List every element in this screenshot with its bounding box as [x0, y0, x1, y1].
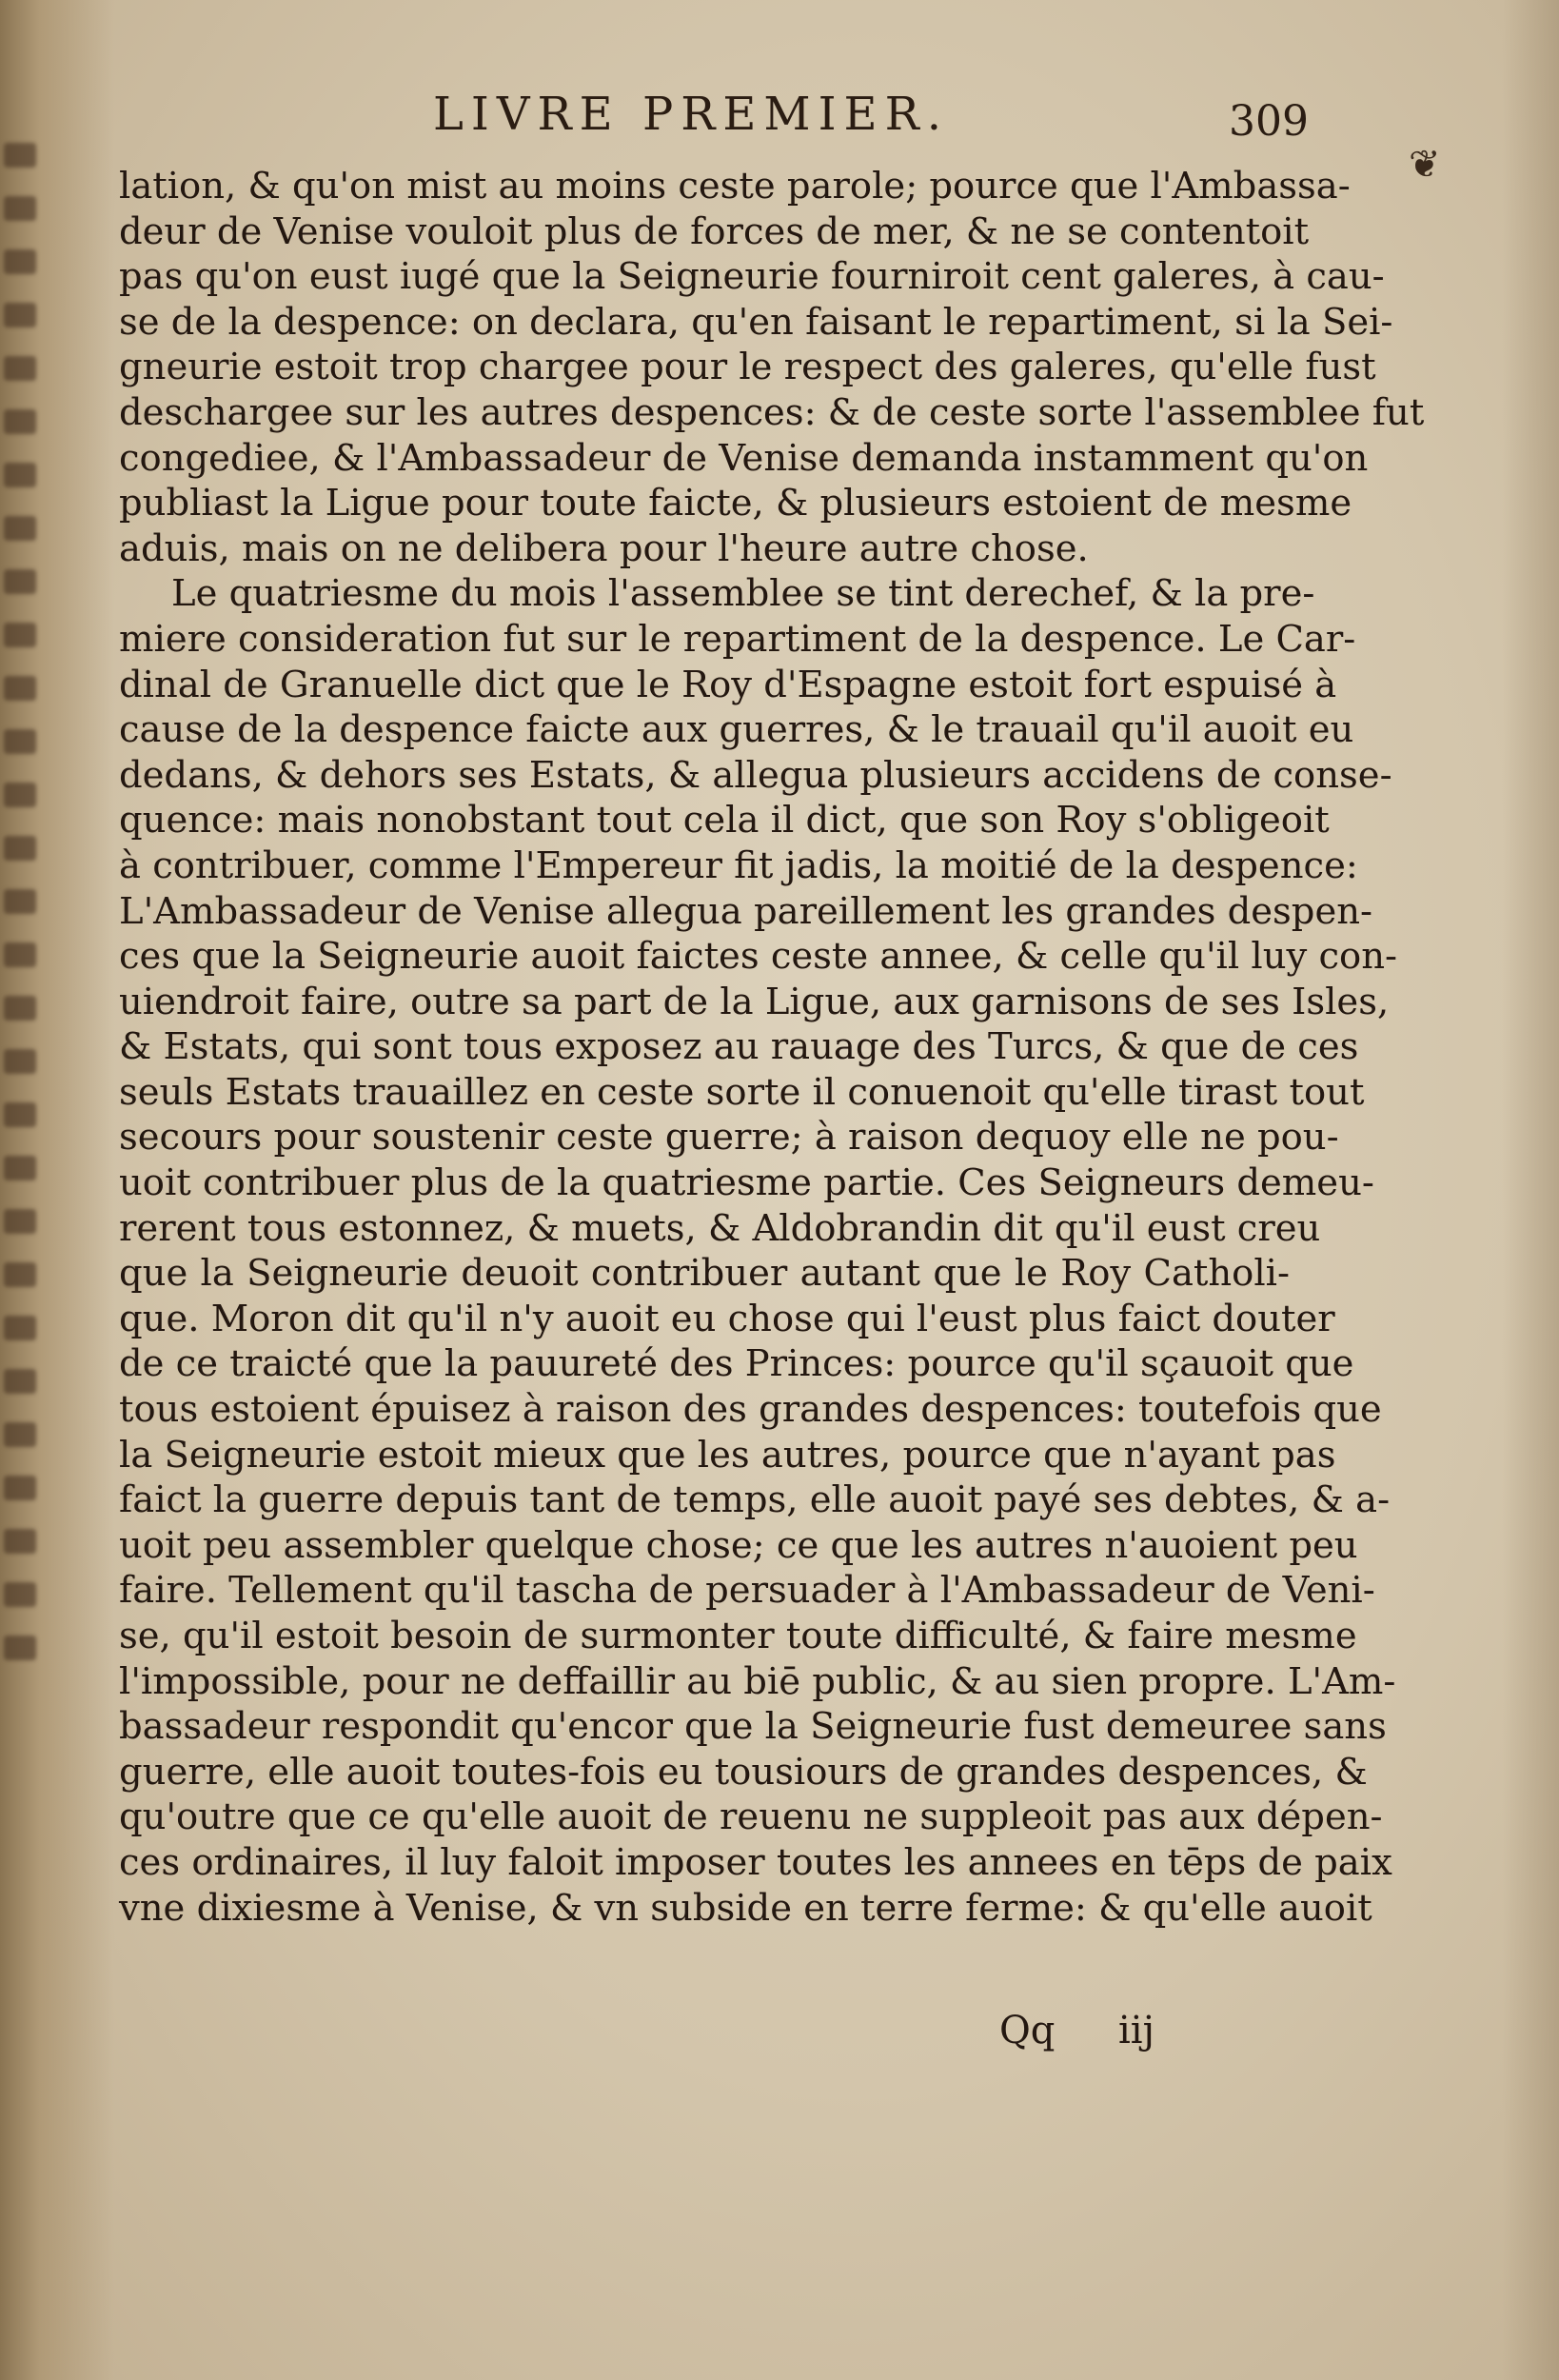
text-line: uiendroit faire, outre sa part de la Ligue, aux garnisons de ses Isles, — [119, 980, 1390, 1023]
printer-ornament-icon: ❦ — [1409, 143, 1441, 187]
text-line: tous estoient épuisez à raison des grandes despences: toutefois que — [119, 1388, 1382, 1432]
bleed-mark — [4, 409, 36, 434]
bleed-mark — [4, 729, 36, 754]
signature-mark: Qq — [999, 2009, 1056, 2053]
text-line: cause de la despence faicte aux guerres, & le trauail qu'il auoit eu — [119, 708, 1354, 752]
bleed-mark — [4, 143, 36, 168]
text-line: uoit peu assembler quelque chose; ce que les autres n'auoient peu — [119, 1523, 1358, 1567]
bleed-mark — [4, 516, 36, 541]
text-line: à contribuer, comme l'Empereur fit jadis, la moitié de la despence: — [119, 843, 1358, 887]
body-text — [119, 164, 1425, 1931]
text-line: L'Ambassadeur de Venise allegua pareillement les grandes despen- — [119, 889, 1373, 933]
text-line: publiast la Ligue pour toute faicte, & plusieurs estoient de mesme — [119, 482, 1352, 526]
bleed-mark — [4, 623, 36, 647]
bleed-mark — [4, 1476, 36, 1500]
text-line: aduis, mais on ne delibera pour l'heure autre chose. — [119, 526, 1089, 570]
text-line: se de la despence: on declara, qu'en faisant le repartiment, si la Sei- — [119, 300, 1393, 344]
bleed-mark — [4, 303, 36, 327]
bleed-mark — [4, 676, 36, 701]
text-line: guerre, elle auoit toutes-fois eu tousiours de grandes despences, & — [119, 1750, 1368, 1794]
bleed-mark — [4, 1529, 36, 1554]
bleed-mark — [4, 783, 36, 807]
bleed-mark — [4, 1369, 36, 1394]
text-line: deschargee sur les autres despences: & de ceste sorte l'assemblee fut — [119, 390, 1425, 434]
text-line: & Estats, qui sont tous exposez au rauage des Turcs, & que de ces — [119, 1025, 1359, 1069]
text-line: secours pour soustenir ceste guerre; à raison dequoy elle ne pou- — [119, 1116, 1339, 1160]
text-line: se, qu'il estoit besoin de surmonter toute difficulté, & faire mesme — [119, 1615, 1357, 1657]
bleed-mark — [4, 942, 36, 967]
gathering-number: iij — [1118, 2009, 1154, 2053]
text-line: vne dixiesme à Venise, & vn subside en terre ferme: & qu'elle auoit — [119, 1886, 1372, 1930]
text-line: uoit contribuer plus de la quatriesme partie. Ces Seigneurs demeu- — [119, 1161, 1374, 1205]
bleed-mark — [4, 1156, 36, 1180]
bleed-mark — [4, 1422, 36, 1447]
text-line: seuls Estats trauaillez en ceste sorte il conuenoit qu'elle tirast tout — [119, 1070, 1365, 1114]
text-line: ces ordinaires, il luy faloit imposer toutes les annees en tēps de paix — [119, 1840, 1392, 1884]
page-header — [119, 88, 1309, 164]
text-line: miere consideration fut sur le repartiment de la despence. Le Car- — [119, 617, 1356, 661]
bleed-mark — [4, 996, 36, 1021]
page-number: 309 — [1229, 97, 1309, 146]
text-line: faict la guerre depuis tant de temps, elle auoit payé ses debtes, & a- — [119, 1478, 1391, 1522]
bleed-mark — [4, 1316, 36, 1340]
page-footer — [999, 2009, 1190, 2075]
text-line: congediee, & l'Ambassadeur de Venise demanda instamment qu'on — [119, 436, 1369, 480]
text-line: lation, & qu'on mist au moins ceste parole; pource que l'Ambassa- — [119, 165, 1351, 208]
bleed-mark — [4, 356, 36, 381]
bleed-mark — [4, 1049, 36, 1074]
paragraph-start-line: Le quatriesme du mois l'assemblee se tint derechef, & la pre- — [171, 572, 1315, 616]
bleed-mark — [4, 569, 36, 594]
text-line: que. Moron dit qu'il n'y auoit eu chose qui l'eust plus faict douter — [119, 1297, 1335, 1340]
bleed-mark — [4, 889, 36, 914]
text-line: de ce traicté que la pauureté des Princes: pource qu'il sçauoit que — [119, 1342, 1354, 1386]
text-line: rerent tous estonnez, & muets, & Aldobrandin dit qu'il eust creu — [119, 1206, 1321, 1250]
text-line: faire. Tellement qu'il tascha de persuader à l'Ambassadeur de Veni- — [119, 1569, 1375, 1613]
text-line: deur de Venise vouloit plus de forces de mer, & ne se contentoit — [119, 209, 1310, 253]
text-line: ces que la Seigneurie auoit faictes ceste annee, & celle qu'il luy con- — [119, 935, 1398, 979]
text-line: qu'outre que ce qu'elle auoit de reuenu ne suppleoit pas aux dépen- — [119, 1795, 1383, 1839]
running-head: LIVRE PREMIER. — [433, 88, 949, 141]
bleed-mark — [4, 836, 36, 861]
bleed-mark — [4, 463, 36, 487]
edge-shadow — [1502, 0, 1559, 2380]
bleed-mark — [4, 1102, 36, 1127]
bleed-mark — [4, 1582, 36, 1607]
text-line: l'impossible, pour ne deffaillir au biē public, & au sien propre. L'Am- — [119, 1659, 1396, 1703]
bleed-mark — [4, 1262, 36, 1287]
text-line: quence: mais nonobstant tout cela il dict, que son Roy s'obligeoit — [119, 799, 1330, 843]
text-line: dinal de Granuelle dict que le Roy d'Espagne estoit fort espuisé à — [119, 663, 1337, 706]
text-line: pas qu'on eust iugé que la Seigneurie fourniroit cent galeres, à cau- — [119, 255, 1385, 299]
text-line: la Seigneurie estoit mieux que les autres, pource que n'ayant pas — [119, 1433, 1336, 1477]
text-line: que la Seigneurie deuoit contribuer autant que le Roy Catholi- — [119, 1252, 1290, 1296]
text-line: gneurie estoit trop chargee pour le respect des galeres, qu'elle fust — [119, 346, 1376, 389]
text-line: bassadeur respondit qu'encor que la Seigneurie fust demeuree sans — [119, 1705, 1387, 1749]
show-through-margin — [4, 143, 44, 1714]
bleed-mark — [4, 1636, 36, 1660]
bleed-mark — [4, 1209, 36, 1234]
bleed-mark — [4, 249, 36, 274]
text-line: dedans, & dehors ses Estats, & allegua plusieurs accidens de conse- — [119, 753, 1392, 797]
bleed-mark — [4, 196, 36, 221]
